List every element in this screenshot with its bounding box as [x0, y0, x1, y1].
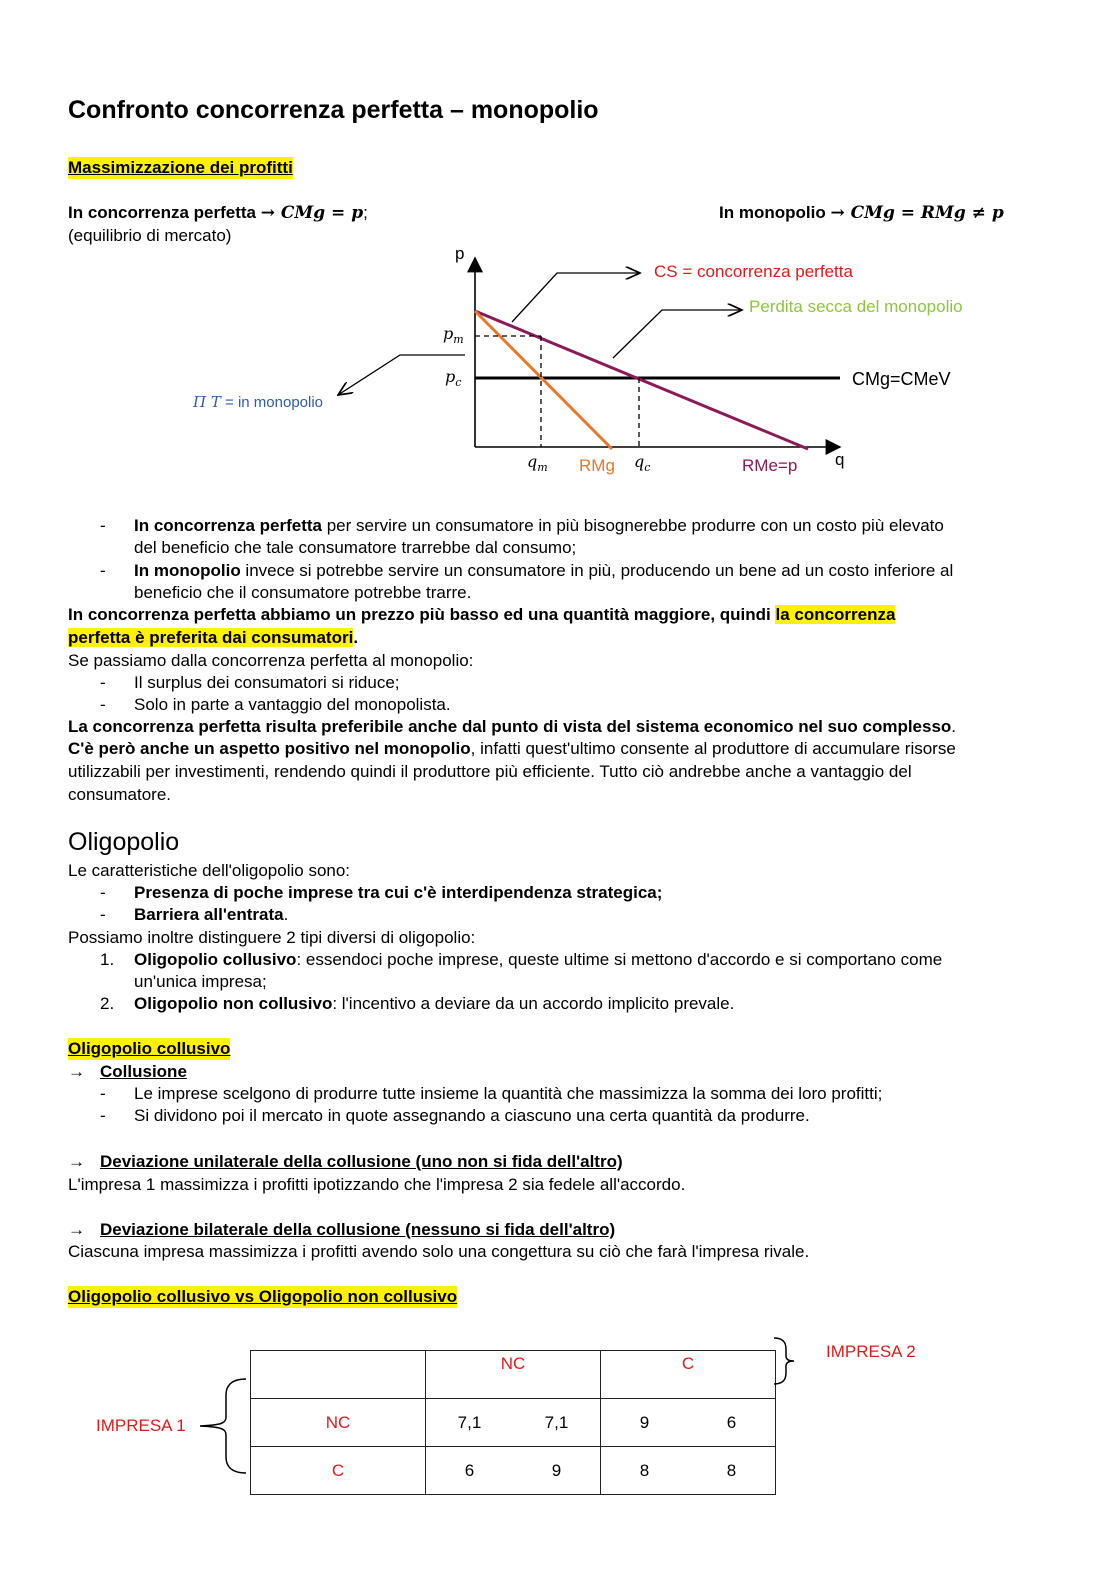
- bullet-dash: -: [100, 561, 106, 580]
- bullet-dash: -: [100, 516, 106, 535]
- dev-uni-title: Deviazione unilaterale della collusione (uno non si fida dell'altro): [100, 1152, 623, 1171]
- rmg-line: [475, 311, 612, 449]
- collusione-item-2: Si dividono poi il mercato in quote assegnando a ciascuno una certa quantità da produrre.: [134, 1106, 810, 1125]
- para-preferable: La concorrenza perfetta risulta preferibile anche dal punto di vista del sistema economico nel suo complesso.: [68, 717, 957, 736]
- section-heading-collusivo: Oligopolio collusivo: [68, 1039, 231, 1058]
- dev-uni-arrow: →: [68, 1152, 85, 1171]
- pc-label: $p_c$: [445, 367, 462, 390]
- condition-left-formula: → CMg = p: [260, 203, 364, 223]
- pm-label: $p_m$: [443, 324, 464, 347]
- table-row: [251, 1399, 776, 1447]
- dev-uni-text: L'impresa 1 massimizza i profitti ipotizzando che l'impresa 2 sia fedele all'accordo.: [68, 1175, 686, 1194]
- bullet-dash: -: [100, 883, 106, 902]
- qm-label: $q_m$: [527, 452, 548, 475]
- y-axis-label: p: [455, 244, 465, 263]
- olig-feature-1: Presenza di poche imprese tra cui c'è interdipendenza strategica;: [134, 883, 663, 902]
- bullet-monopoly: In monopolio invece si potrebbe servire un consumatore in più, producendo un bene ad un costo inferiore al: [134, 561, 954, 580]
- bullet-perfect-competition: In concorrenza perfetta per servire un consumatore in più bisognerebbe produrre con un costo più elevato: [134, 516, 944, 535]
- payoff-cell: 7,1 7,1: [426, 1399, 601, 1447]
- dwl-note: Perdita secca del monopolio: [749, 297, 963, 316]
- olig-type-2-num: 2.: [100, 994, 115, 1013]
- table-corner: [251, 1351, 426, 1399]
- condition-right-label: In monopolio: [719, 203, 826, 222]
- payoff-matrix: [250, 1350, 776, 1495]
- olig-type-1-num: 1.: [100, 950, 115, 969]
- bullet-surplus: Il surplus dei consumatori si riduce;: [134, 673, 400, 692]
- heading-oligopolio: Oligopolio: [68, 828, 180, 856]
- profit-note: Π T = in monopolio: [193, 393, 324, 411]
- col-header-nc: NC: [426, 1351, 601, 1399]
- monopoly-diagram: [0, 0, 1116, 500]
- row-header-nc: NC: [251, 1399, 426, 1447]
- rme-label: RMe=p: [742, 456, 798, 475]
- cmg-label: CMg=CMeV: [852, 369, 951, 389]
- page-title: Confronto concorrenza perfetta – monopolio: [68, 96, 599, 124]
- para-positive-line3: consumatore.: [68, 785, 171, 804]
- impresa2-label: IMPRESA 2: [826, 1342, 916, 1361]
- dev-bi-title: Deviazione bilaterale della collusione (nessuno si fida dell'altro): [100, 1220, 616, 1239]
- rmg-label: RMg: [579, 456, 615, 475]
- para-positive-line2: utilizzabili per investimenti, rendendo quindi il produttore più efficiente. Tutto ciò andrebbe anche a vantaggio del: [68, 762, 912, 781]
- collusione-title: Collusione: [100, 1062, 187, 1081]
- para-conclusion-line2: perfetta è preferita dai consumatori.: [68, 628, 359, 647]
- para-positive-line1: C'è però anche un aspetto positivo nel monopolio, infatti quest'ultimo consente al produttore di accumulare risorse: [68, 739, 956, 758]
- brace-impresa2: [772, 1336, 822, 1386]
- cs-note: CS = concorrenza perfetta: [654, 262, 853, 281]
- olig-feature-2: Barriera all'entrata.: [134, 905, 289, 924]
- collusione-arrow: →: [68, 1062, 85, 1081]
- bullet-dash: -: [100, 695, 106, 714]
- dwl-arrow: [613, 310, 742, 358]
- x-axis-label: q: [835, 450, 845, 469]
- olig-types-intro: Possiamo inoltre distinguere 2 tipi diversi di oligopolio:: [68, 928, 476, 947]
- bullet-dash: -: [100, 1084, 106, 1103]
- condition-left-semicolon: ;: [363, 203, 368, 222]
- condition-right-formula: → CMg = RMg ≠ p: [830, 203, 1004, 223]
- bullet-dash: -: [100, 1106, 106, 1125]
- olig-type-2: Oligopolio non collusivo: l'incentivo a deviare da un accordo implicito prevale.: [134, 994, 735, 1013]
- brace-impresa1: [196, 1377, 250, 1475]
- bullet-dash: -: [100, 905, 106, 924]
- collusione-item-1: Le imprese scelgono di produrre tutte insieme la quantità che massimizza la somma dei loro profitti;: [134, 1084, 883, 1103]
- dev-bi-arrow: →: [68, 1220, 85, 1239]
- olig-type-1-cont: un'unica impresa;: [134, 972, 267, 991]
- bullet-monopolist: Solo in parte a vantaggio del monopolista.: [134, 695, 451, 714]
- dev-bi-text: Ciascuna impresa massimizza i profitti avendo solo una congettura su ciò che farà l'impresa rivale.: [68, 1242, 810, 1261]
- cs-arrow: [512, 273, 640, 322]
- section-heading-profit-max: Massimizzazione dei profitti: [68, 158, 293, 177]
- row-header-c: C: [251, 1447, 426, 1495]
- condition-left-label: In concorrenza perfetta: [68, 203, 256, 222]
- bullet-monopoly-cont: beneficio che il consumatore potrebbe trarre.: [134, 583, 472, 602]
- bullet-dash: -: [100, 673, 106, 692]
- payoff-cell: 6 9: [426, 1447, 601, 1495]
- col-header-c: C: [601, 1351, 776, 1399]
- table-row: [251, 1447, 776, 1495]
- olig-intro: Le caratteristiche dell'oligopolio sono:: [68, 861, 351, 880]
- payoff-cell: 8 8: [601, 1447, 776, 1495]
- bullet-perfect-competition-cont: del beneficio che tale consumatore trarrebbe dal consumo;: [134, 538, 577, 557]
- payoff-cell: 9 6: [601, 1399, 776, 1447]
- olig-type-1: Oligopolio collusivo: essendoci poche imprese, queste ultime si mettono d'accordo e si comportano come: [134, 950, 943, 969]
- section-heading-vs: Oligopolio collusivo vs Oligopolio non collusivo: [68, 1287, 458, 1306]
- para-transition: Se passiamo dalla concorrenza perfetta al monopolio:: [68, 651, 474, 670]
- para-conclusion-line1: In concorrenza perfetta abbiamo un prezzo più basso ed una quantità maggiore, quindi la concorrenza: [68, 605, 896, 624]
- impresa1-label: IMPRESA 1: [96, 1416, 186, 1435]
- condition-left-sub: (equilibrio di mercato): [68, 226, 232, 245]
- rme-line: [475, 311, 808, 449]
- table-row: [251, 1351, 776, 1399]
- qc-label: $q_c$: [634, 452, 651, 475]
